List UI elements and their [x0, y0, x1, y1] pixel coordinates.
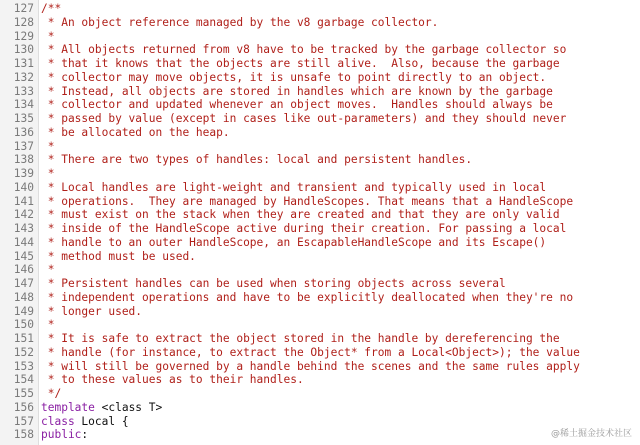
code-line[interactable] [0, 263, 640, 277]
comment-text: * Persistent handles can be used when storing objects across several [41, 277, 506, 290]
line-number: 148 [13, 290, 34, 304]
comment-text: * All objects returned from v8 have to be tracked by the garbage collector so [41, 43, 567, 57]
line-number: 131 [13, 57, 34, 70]
code-lines[interactable] [0, 2, 640, 442]
line-number: 129 [13, 29, 34, 43]
line-number: 140 [13, 180, 34, 194]
comment-text: * collector and updated whenever an object moves. Handles should always be [41, 98, 553, 112]
line-number: 133 [13, 84, 34, 98]
comment-text: * handle to an outer HandleScope, an EscapableHandleScope and its Escape() [41, 235, 547, 249]
code-line[interactable] [0, 428, 640, 442]
line-number: 146 [13, 263, 34, 277]
line-number: 157 [13, 414, 34, 428]
code-line[interactable] [0, 195, 640, 209]
code-text [41, 16, 438, 30]
code-line[interactable] [0, 346, 640, 360]
keyword: public [41, 428, 82, 442]
code-fragment: <class T> [94, 400, 163, 414]
code-text [41, 373, 304, 387]
code-text [41, 30, 54, 44]
comment-text: * handle (for instance, to extract the Object* from a Local<Object>); the value [41, 345, 580, 359]
code-line[interactable] [0, 250, 640, 264]
code-line[interactable] [0, 222, 640, 236]
code-line[interactable] [0, 415, 640, 429]
code-line[interactable] [0, 387, 640, 401]
code-line[interactable] [0, 373, 640, 387]
comment-text: * [41, 167, 55, 180]
comment-text: */ [41, 387, 62, 400]
code-text [41, 360, 580, 374]
code-line[interactable] [0, 85, 640, 99]
line-number: 147 [13, 277, 34, 290]
code-line[interactable] [0, 30, 640, 44]
line-number: 144 [13, 235, 34, 249]
code-text [41, 291, 573, 305]
line-number: 137 [13, 139, 34, 153]
code-text [41, 85, 553, 99]
code-line[interactable] [0, 401, 640, 415]
comment-text: * An object reference managed by the v8 garbage collector. [41, 15, 439, 29]
line-number: 127 [13, 2, 34, 15]
comment-text: * method must be used. [41, 249, 196, 263]
code-text [41, 250, 196, 264]
code-text [41, 2, 61, 16]
code-fragment: : [81, 428, 89, 442]
comment-text: * passed by value (except in cases like out-parameters) and they should never [41, 112, 567, 125]
comment-text: * operations. They are managed by HandleScopes. That means that a HandleScope [41, 194, 574, 208]
code-line[interactable] [0, 332, 640, 346]
line-number: 149 [13, 304, 34, 318]
code-line[interactable] [0, 126, 640, 140]
code-line[interactable] [0, 43, 640, 57]
code-fragment: Local { [74, 414, 129, 428]
code-text [41, 332, 560, 346]
line-number: 139 [13, 167, 34, 180]
comment-text: * longer used. [41, 304, 143, 318]
code-text [41, 236, 546, 250]
code-text [41, 98, 553, 112]
code-text [41, 208, 560, 222]
comment-text: * There are two types of handles: local and persistent handles. [41, 153, 473, 167]
code-line[interactable] [0, 2, 640, 16]
line-number: 154 [13, 373, 34, 387]
comment-text: * [41, 139, 55, 153]
code-text [41, 126, 230, 140]
code-text [41, 181, 546, 195]
code-line[interactable] [0, 360, 640, 374]
code-line[interactable] [0, 167, 640, 181]
comment-text: * [41, 29, 55, 43]
code-line[interactable] [0, 112, 640, 126]
line-number: 134 [13, 98, 34, 112]
line-number: 150 [13, 318, 34, 332]
code-text [41, 318, 54, 332]
comment-text: * [41, 318, 55, 332]
code-text [41, 195, 573, 209]
code-line[interactable] [0, 318, 640, 332]
code-text [41, 263, 54, 277]
line-number: 142 [13, 208, 34, 222]
code-line[interactable] [0, 181, 640, 195]
line-number: 138 [13, 153, 34, 167]
code-text [41, 346, 580, 360]
comment-text: * must exist on the stack when they are created and that they are only valid [41, 208, 560, 222]
code-text [41, 428, 88, 442]
line-number: 135 [13, 112, 34, 125]
code-line[interactable] [0, 208, 640, 222]
code-text [41, 387, 61, 401]
comment-text: * be allocated on the heap. [41, 125, 230, 139]
comment-text: * inside of the HandleScope active during their creation. For passing a local [41, 222, 567, 235]
comment-text: * collector may move objects, it is unsafe to point directly to an object. [41, 70, 547, 84]
line-number: 153 [13, 359, 34, 373]
code-text [41, 43, 566, 57]
comment-text: * independent operations and have to be explicitly deallocated when they're no [41, 290, 574, 304]
code-text [41, 167, 54, 181]
code-text [41, 71, 546, 85]
keyword: class [41, 414, 75, 428]
code-line[interactable] [0, 140, 640, 154]
keyword: template [41, 400, 95, 414]
code-text [41, 57, 560, 71]
code-line[interactable] [0, 291, 640, 305]
code-line[interactable] [0, 71, 640, 85]
comment-text: * will still be governed by a handle behind the scenes and the same rules apply [41, 359, 580, 373]
code-text [41, 305, 142, 319]
line-number: 141 [13, 194, 34, 208]
line-number: 152 [13, 345, 34, 359]
line-number: 155 [13, 387, 34, 400]
line-number: 143 [13, 222, 34, 235]
comment-text: /** [41, 2, 62, 15]
watermark: @稀土掘金技术社区 [550, 429, 632, 439]
code-text [41, 112, 566, 126]
comment-text: * Local handles are light-weight and transient and typically used in local [41, 180, 547, 194]
line-number: 136 [13, 125, 34, 139]
line-number: 156 [13, 400, 34, 414]
code-text [41, 153, 472, 167]
code-text [41, 277, 506, 291]
code-text [41, 222, 566, 236]
code-line[interactable] [0, 277, 640, 291]
code-line[interactable] [0, 57, 640, 71]
code-text [41, 140, 54, 154]
comment-text: * to these values as to their handles. [41, 373, 304, 387]
line-number: 158 [13, 428, 34, 442]
comment-text: * Instead, all objects are stored in handles which are known by the garbage [41, 84, 553, 98]
line-number: 130 [13, 43, 34, 57]
code-text [41, 415, 129, 429]
code-line[interactable] [0, 153, 640, 167]
code-line[interactable] [0, 98, 640, 112]
comment-text: * [41, 263, 55, 277]
comment-text: * that it knows that the objects are still alive. Also, because the garbage [41, 57, 560, 70]
line-number: 128 [13, 15, 34, 29]
comment-text: * It is safe to extract the object stored in the handle by dereferencing the [41, 332, 560, 345]
line-number: 145 [13, 249, 34, 263]
code-line[interactable] [0, 16, 640, 30]
code-line[interactable] [0, 305, 640, 319]
code-text [41, 401, 162, 415]
line-number: 132 [13, 70, 34, 84]
code-line[interactable] [0, 236, 640, 250]
line-number: 151 [13, 332, 34, 345]
